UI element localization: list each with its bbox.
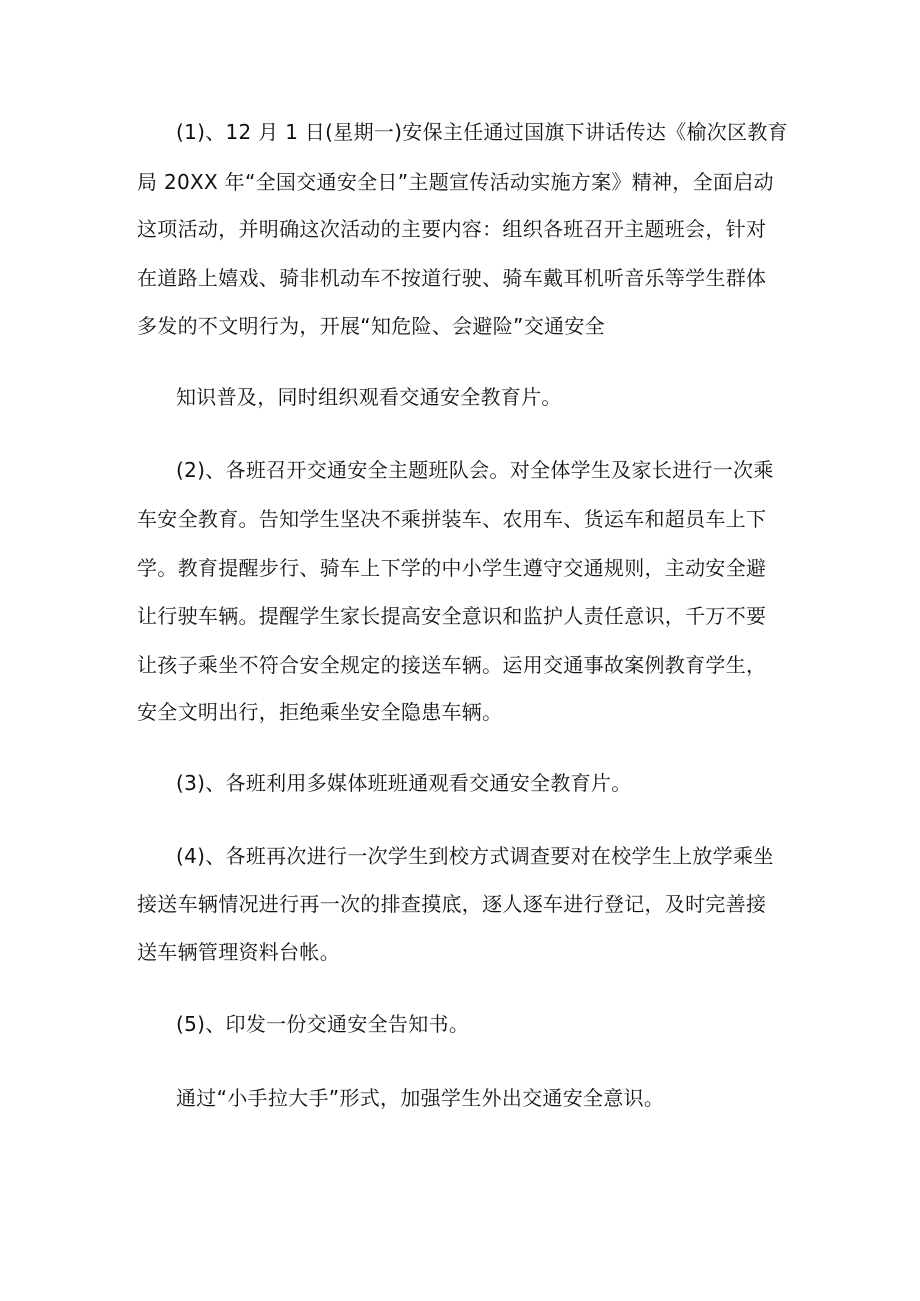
paragraph-5-line-3: 送车辆管理资料台帐。 xyxy=(137,940,340,964)
paragraph-1-line-1: (1)、12 月 1 日(星期一)安保主任通过国旗下讲话传达《榆次区教育 xyxy=(176,120,788,144)
paragraph-5-line-2: 接送车辆情况进行再一次的排查摸底，逐人逐车进行登记，及时完善接 xyxy=(137,892,767,916)
paragraph-1-line-5: 多发的不文明行为，开展“知危险、会避险”交通安全 xyxy=(137,314,605,338)
paragraph-5-line-1: (4)、各班再次进行一次学生到校方式调查要对在校学生上放学乘坐 xyxy=(176,844,774,868)
paragraph-1-line-4: 在道路上嬉戏、骑非机动车不按道行驶、骑车戴耳机听音乐等学生群体 xyxy=(137,266,767,290)
paragraph-4-line-1: (3)、各班利用多媒体班班通观看交通安全教育片。 xyxy=(176,771,632,795)
paragraph-2-line-1: 知识普及，同时组织观看交通安全教育片。 xyxy=(176,385,562,409)
paragraph-3-line-4: 让行驶车辆。提醒学生家长提高安全意识和监护人责任意识，千万不要 xyxy=(137,604,767,628)
paragraph-3-line-5: 让孩子乘坐不符合安全规定的接送车辆。运用交通事故案例教育学生， xyxy=(137,653,767,677)
paragraph-7-line-1: 通过“小手拉大手”形式，加强学生外出交通安全意识。 xyxy=(176,1086,665,1110)
paragraph-3-line-1: (2)、各班召开交通安全主题班队会。对全体学生及家长进行一次乘 xyxy=(176,458,774,482)
paragraph-3-line-6: 安全文明出行，拒绝乘坐安全隐患车辆。 xyxy=(137,700,503,724)
paragraph-1-line-2: 局 20XX 年“全国交通安全日”主题宣传活动实施方案》精神，全面启动 xyxy=(137,170,774,194)
paragraph-6-line-1: (5)、印发一份交通安全告知书。 xyxy=(176,1012,470,1036)
paragraph-1-line-3: 这项活动，并明确这次活动的主要内容：组织各班召开主题班会，针对 xyxy=(137,217,767,241)
paragraph-3-line-2: 车安全教育。告知学生坚决不乘拼装车、农用车、货运车和超员车上下 xyxy=(137,507,767,531)
paragraph-3-line-3: 学。教育提醒步行、骑车上下学的中小学生遵守交通规则，主动安全避 xyxy=(137,556,767,580)
